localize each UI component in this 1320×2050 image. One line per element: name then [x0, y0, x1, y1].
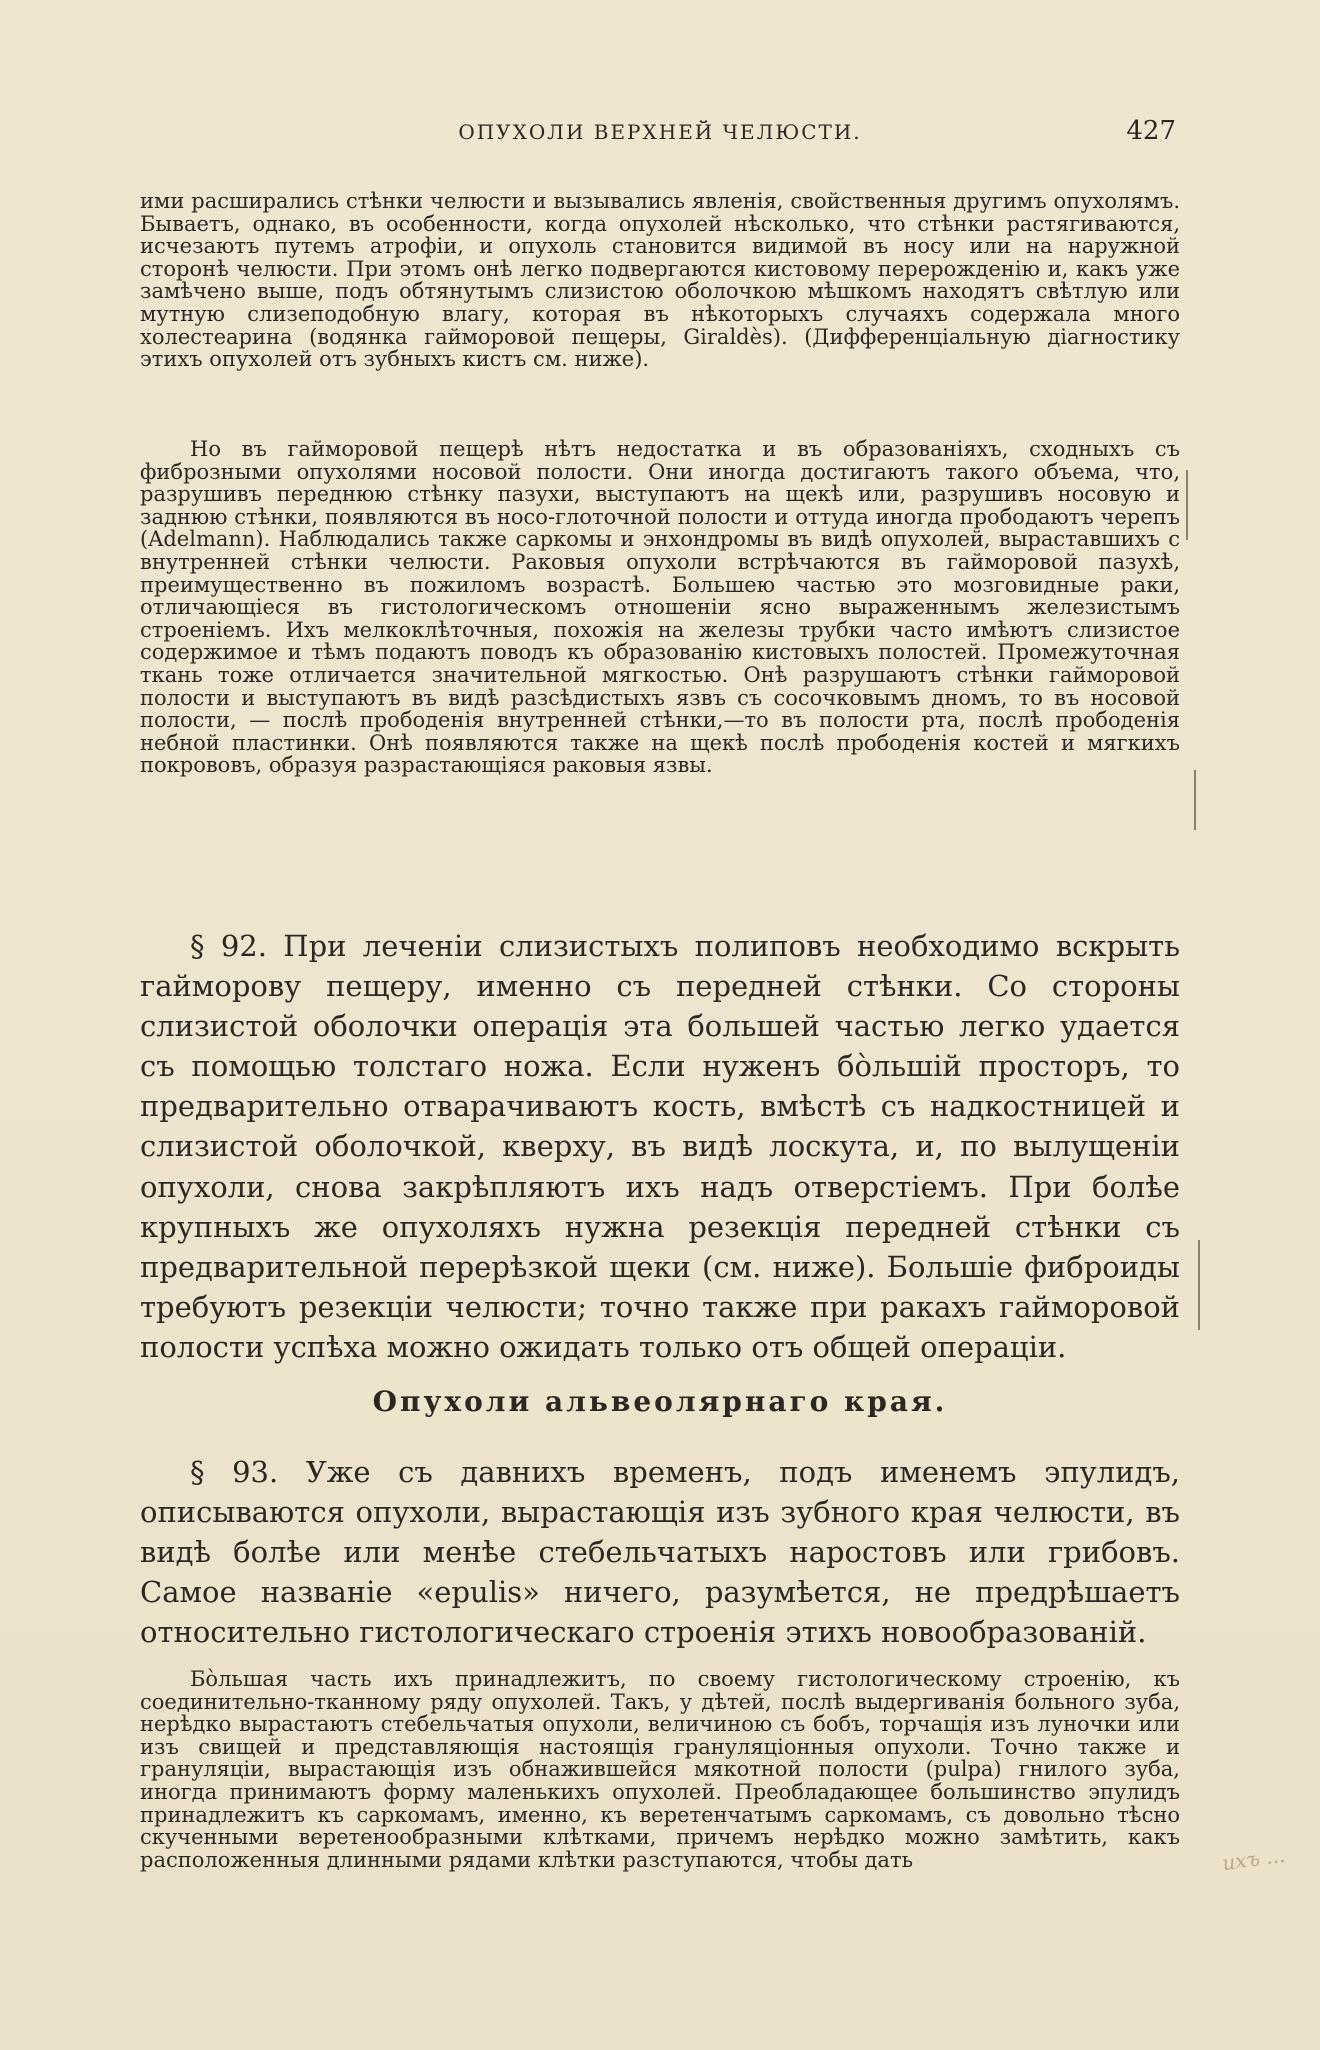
margin-bracket [1194, 770, 1196, 830]
paragraph-fibrous-tumors: Но въ гайморовой пещерѣ нѣтъ недостатка и въ образованіяхъ, сходныхъ съ фиброзными опухолями носовой полости. Они иногда достигаютъ такого объема, что, разрушивъ переднюю стѣнку пазухи, выступаютъ на щекѣ или, разрушивъ носовую и заднюю стѣнки, появляются въ носо-глоточной полости и оттуда иногда прободаютъ черепъ (Adelmann). Наблюдались также саркомы и энхондромы въ видѣ опухолей, выраставшихъ с внутренней стѣнки челюсти. Раковыя опухоли встрѣчаются въ гайморовой пазухѣ, преимущественно въ пожиломъ возрастѣ. Большею частью это мозговидные раки, отличающіеся въ гистологическомъ отношеніи ясно выраженнымъ железистымъ строеніемъ. Ихъ мелкоклѣточныя, похожія на железы трубки часто имѣютъ слизистое содержимое и тѣмъ подаютъ поводъ къ образованію кистовыхъ полостей. Промежуточная ткань тоже отличается значительной мягкостью. Онѣ разрушаютъ стѣнки гайморовой полости и выступаютъ въ видѣ разсѣдистыхъ язвъ съ сосочковымъ дномъ, то въ носовой полости, — послѣ прободенія внутренней стѣнки,—то въ полости рта, послѣ прободенія небной пластинки. Онѣ появляются также на щекѣ послѣ прободенія костей и мягкихъ покрововъ, образуя разрастающіяся раковыя язвы. [140, 437, 1180, 778]
paragraph-epulis-histology: Бо̀льшая часть ихъ принадлежитъ, по своему гистологическому строенію, къ соединительно-тканному ряду опухолей. Такъ, у дѣтей, послѣ выдергиванія больного зуба, нерѣдко вырастаютъ стебельчатыя опухоли, величиною съ бобъ, торчащія изъ луночки или изъ свищей и представляющія настоящія грануляціонныя опухоли. Точно также и грануляціи, вырастающія изъ обнажившейся мякотной полости (pulpa) гнилого зуба, иногда принимаютъ форму маленькихъ опухолей. Преобладающее большинство эпулидъ принадлежитъ къ саркомамъ, именно, къ веретенчатымъ саркомамъ, съ довольно тѣсно скученными веретенообразными клѣтками, причемъ нерѣдко можно замѣтить, какъ расположенныя длинными рядами клѣтки разступаются, чтобы дать [140, 1667, 1180, 1872]
paragraph-section-92: § 92. При леченіи слизистыхъ полиповъ необходимо вскрыть гайморову пещеру, именно съ передней стѣнки. Со стороны слизистой оболочки операція эта большей частью легко удается съ помощью толстаго ножа. Если нуженъ бо̀льшій просторъ, то предварительно отварачиваютъ кость, вмѣстѣ съ надкостницей и слизистой оболочкой, кверху, въ видѣ лоскута, и, по вылущеніи опухоли, снова закрѣпляютъ ихъ надъ отверстіемъ. При болѣе крупныхъ же опухоляхъ нужна резекція передней стѣнки съ предварительной перерѣзкой щеки (см. ниже). Большіе фиброиды требуютъ резекціи челюсти; точно также при ракахъ гайморовой полости успѣха можно ожидать только отъ общей операціи. [140, 929, 1180, 1364]
pencil-margin-note: ихъ ... [1220, 1842, 1287, 1876]
page-number: 427 [1126, 116, 1176, 146]
paragraph-cyst-degeneration: ими расширались стѣнки челюсти и вызывались явленія, свойственныя другимъ опухолямъ. Бываетъ, однако, въ особенности, когда опухолей нѣсколько, что стѣнки растягиваются, исчезаютъ путемъ атрофіи, и опухоль становится видимой въ носу или на наружной сторонѣ челюсти. При этомъ онѣ легко подвергаются кистовому перерожденію и, какъ уже замѣчено выше, подъ обтянутымъ слизистою оболочкою мѣшкомъ находятъ свѣтлую или мутную слизеподобную влагу, которая въ нѣкоторыхъ случаяхъ содержала много холестеарина (водянка гайморовой пещеры, Giraldès). (Дифференціальную діагностику этихъ опухолей отъ зубныхъ кистъ см. ниже). [140, 189, 1180, 372]
margin-bracket [1186, 470, 1188, 540]
margin-bracket [1198, 1240, 1200, 1330]
section-heading-alveolar: Опухоли альвеолярнаго края. [372, 1385, 948, 1418]
paragraph-section-93: § 93. Уже съ давнихъ временъ, подъ именемъ эпулидъ, описываются опухоли, вырастающія изъ зубного края челюсти, въ видѣ болѣе или менѣе стебельчатыхъ наростовъ или грибовъ. Самое названіе «epulis» ничего, разумѣется, не предрѣшаетъ относительно гистологическаго строенія этихъ новообразованій. [140, 1455, 1180, 1650]
running-title: ОПУХОЛИ ВЕРХНЕЙ ЧЕЛЮСТИ. [458, 120, 862, 144]
page-header [140, 116, 1180, 148]
